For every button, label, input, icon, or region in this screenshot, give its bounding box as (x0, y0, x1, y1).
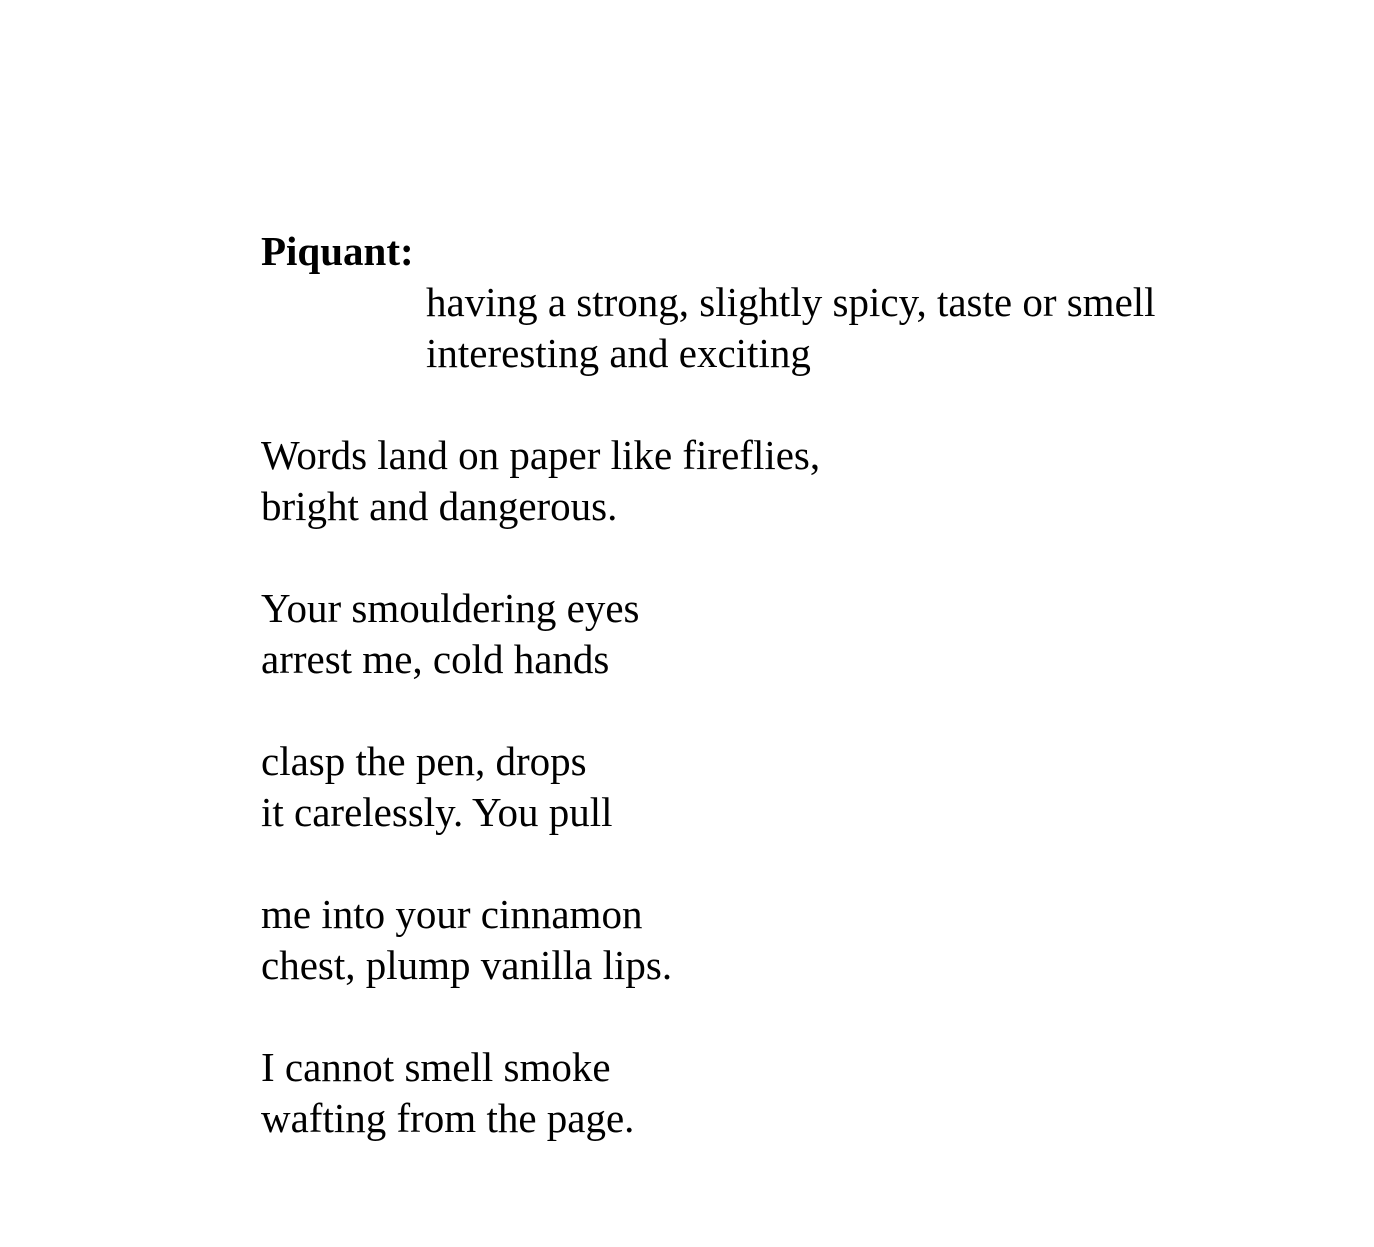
poem-line: clasp the pen, drops (261, 738, 587, 784)
definition-line: interesting and exciting (426, 330, 811, 376)
poem-line: Your smouldering eyes (261, 585, 640, 631)
stanza (261, 889, 820, 991)
poem-line: wafting from the page. (261, 1095, 635, 1141)
poem-line: bright and dangerous. (261, 483, 618, 529)
stanza (261, 1042, 820, 1144)
poem-line: me into your cinnamon (261, 891, 643, 937)
poem-line: chest, plump vanilla lips. (261, 942, 673, 988)
poem-line: I cannot smell smoke (261, 1044, 611, 1090)
poem-line: it carelessly. You pull (261, 789, 613, 835)
stanza (261, 430, 820, 532)
poem-body (261, 430, 820, 1195)
stanza (261, 736, 820, 838)
definition-list (426, 277, 1156, 379)
poem-line: Words land on paper like fireflies, (261, 432, 821, 478)
poem-title: Piquant: (261, 228, 414, 274)
definition-line: having a strong, slightly spicy, taste or smell (426, 279, 1156, 325)
poem-line: arrest me, cold hands (261, 636, 610, 682)
stanza (261, 583, 820, 685)
